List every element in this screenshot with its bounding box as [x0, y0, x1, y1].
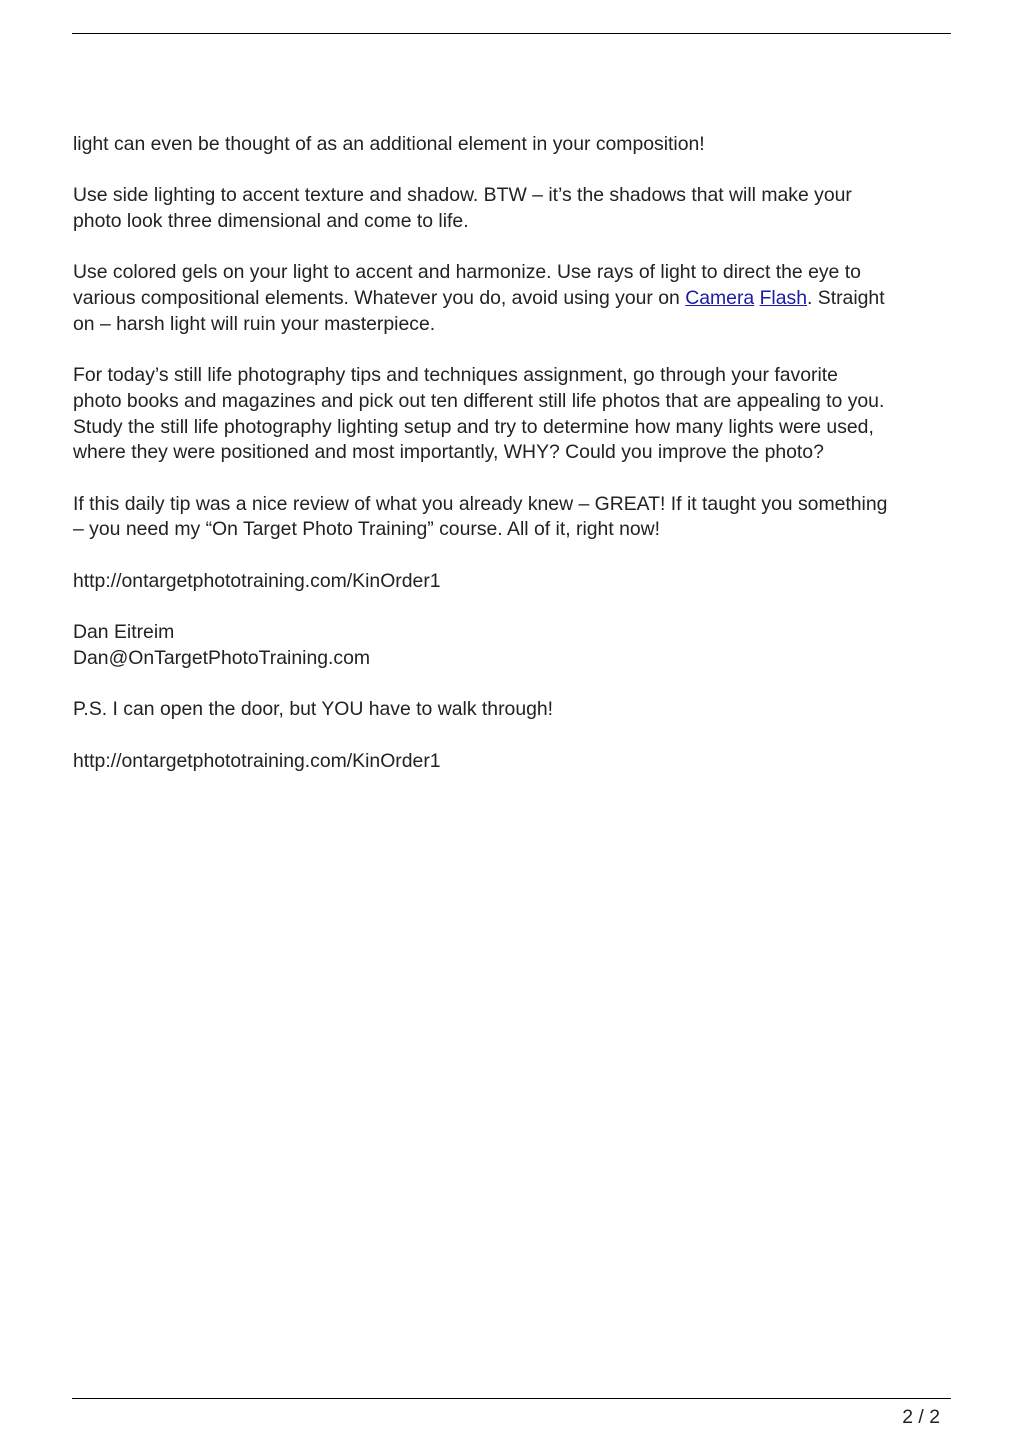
order-url-2: http://ontargetphototraining.com/KinOrder1	[73, 749, 441, 772]
paragraph-side-lighting: Use side lighting to accent texture and shadow. BTW – it’s the shadows that will make your photo look three dimensional and come to life.	[73, 184, 852, 233]
flash-link[interactable]: Flash	[759, 287, 807, 310]
document-body	[73, 132, 953, 800]
paragraph-composition: light can even be thought of as an additional element in your composition!	[73, 133, 705, 155]
paragraph-colored-gels	[73, 260, 953, 337]
signature-block	[73, 620, 953, 671]
signature-name: Dan Eitreim	[73, 621, 175, 644]
camera-link[interactable]: Camera	[685, 287, 755, 310]
footer-rule	[72, 1398, 951, 1399]
paragraph-course-pitch: If this daily tip was a nice review of what you already knew – GREAT! If it taught you something – you need my “On Target Photo Training” course. All of it, right now!	[73, 492, 888, 541]
order-url-1: http://ontargetphototraining.com/KinOrder1	[73, 569, 441, 592]
paragraph-colored-gels-tail: . Straight on – harsh light will ruin your masterpiece.	[73, 287, 885, 335]
signature-email: Dan@OnTargetPhotoTraining.com	[73, 646, 371, 669]
page-number: 2 / 2	[902, 1406, 940, 1428]
header-rule	[72, 33, 951, 34]
paragraph-colored-gels-text: Use colored gels on your light to accent and harmonize. Use rays of light to direct the eye to various compositional elements. Whatever you do, avoid using your on	[73, 261, 861, 310]
postscript: P.S. I can open the door, but YOU have to walk through!	[73, 698, 554, 721]
paragraph-assignment: For today’s still life photography tips and techniques assignment, go through your favorite photo books and magazines and pick out ten different still life photos that are appealing to you. Study the still life photography lighting setup and try to determine how many lights were used, where they were positioned and most importantly, WHY? Could you improve the photo?	[73, 364, 885, 464]
